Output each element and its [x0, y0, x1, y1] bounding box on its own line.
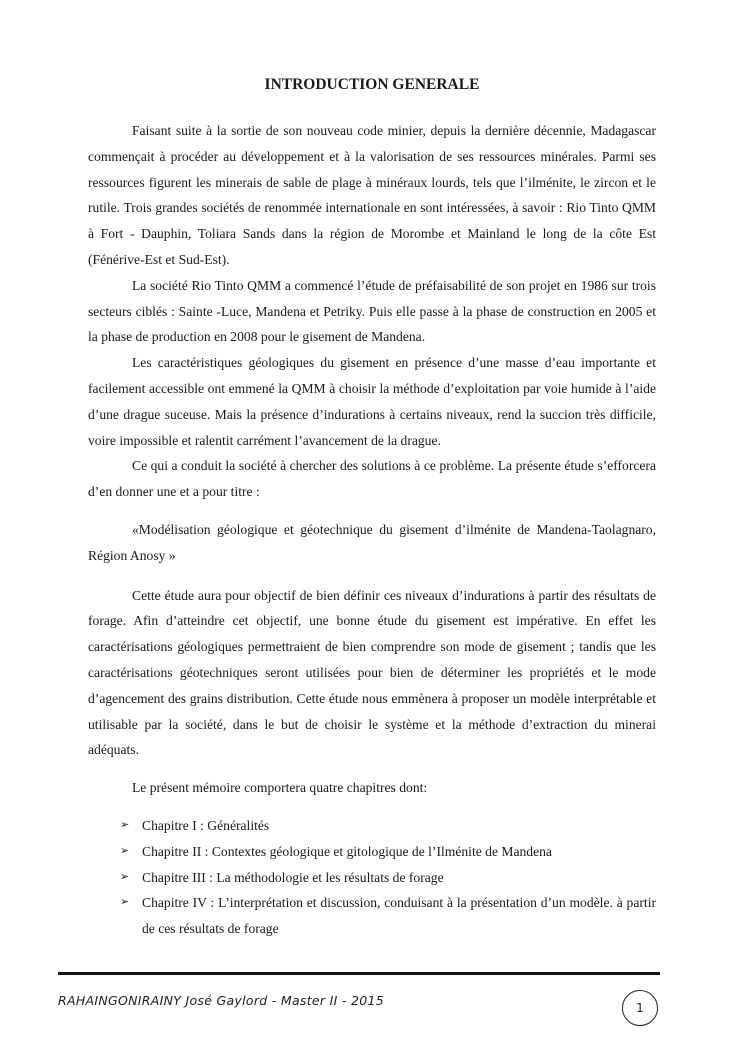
study-title: «Modélisation géologique et géotechnique du gisement d’ilménite de Mandena-Taolagnaro, Région Anosy »	[88, 521, 656, 563]
chapters-intro: Le présent mémoire comportera quatre chapitres dont:	[132, 780, 428, 796]
arrowhead-bullet-icon: ➢	[120, 896, 130, 909]
arrowhead-bullet-icon: ➢	[120, 844, 130, 857]
paragraph-intro: Faisant suite à la sortie de son nouveau code minier, depuis la dernière décennie, Madagascar commençait à procéder au développement et à la valorisation de ses ressources minérales. Parmi ses ressources figurent les minerais de sable de plage à minéraux lourds, tels que l’ilménite, le zircon et le rutile. Trois grandes sociétés de renommée internationale en sont intéressées, à savoir : Rio Tinto QMM à Fort - Dauphin, Toliara Sands dans la région de Morombe et Mainland le long de la côte Est (Fénérive-Est et Sud-Est).	[88, 123, 656, 267]
arrowhead-bullet-icon: ➢	[120, 818, 130, 831]
chapter-list	[88, 813, 656, 942]
body-text	[88, 118, 656, 942]
page-title: INTRODUCTION GENERALE	[264, 76, 480, 93]
footer-divider	[58, 972, 660, 975]
list-item: ➢ Chapitre II : Contextes géologique et gitologique de l’Ilménite de Mandena	[88, 839, 656, 865]
footer-author: RAHAINGONIRAINY José Gaylord - Master II - 2015	[58, 993, 384, 1008]
list-item: ➢ Chapitre I : Généralités	[88, 813, 656, 839]
arrowhead-bullet-icon: ➢	[120, 870, 130, 883]
paragraph-geology: Les caractéristiques géologiques du gisement en présence d’une masse d’eau importante et facilement accessible ont emmené la QMM à choisir la méthode d’exploitation par voie humide à l’aide d’une drague suceuse. Mais la présence d’indurations à certains niveaux, rend la succion très difficile, voire impossible et ralentit carrément l’avancement de la drague.	[88, 355, 656, 448]
paragraph-problem: Ce qui a conduit la société à chercher des solutions à ce problème. La présente étude s’efforcera d’en donner une et a pour titre :	[88, 458, 656, 500]
list-item: ➢ Chapitre III : La méthodologie et les résultats de forage	[88, 865, 656, 891]
paragraph-objective: Cette étude aura pour objectif de bien définir ces niveaux d’indurations à partir des résultats de forage. Afin d’atteindre cet objectif, une bonne étude du gisement est impérative. En effet les caractérisations géologiques permettraient de bien comprendre son mode de gisement ; tandis que les caractérisations géotechniques seront utilisées pour bien de déterminer les propriétés et le mode d’agencement des grains distribution. Cette étude nous emmènera à proposer un modèle interprétable et utilisable par la société, dans le but de choisir le système et la méthode d’extraction du minerai adéquats.	[88, 587, 656, 758]
page-number: 1	[622, 990, 658, 1026]
list-item: ➢ Chapitre IV : L’interprétation et discussion, conduisant à la présentation d’un modèle. à partir de ces résultats de forage	[88, 890, 656, 942]
paragraph-rio-tinto: La société Rio Tinto QMM a commencé l’étude de préfaisabilité de son projet en 1986 sur trois secteurs ciblés : Sainte -Luce, Mandena et Petriky. Puis elle passe à la phase de construction en 2005 et la phase de production en 2008 pour le gisement de Mandena.	[88, 277, 656, 345]
